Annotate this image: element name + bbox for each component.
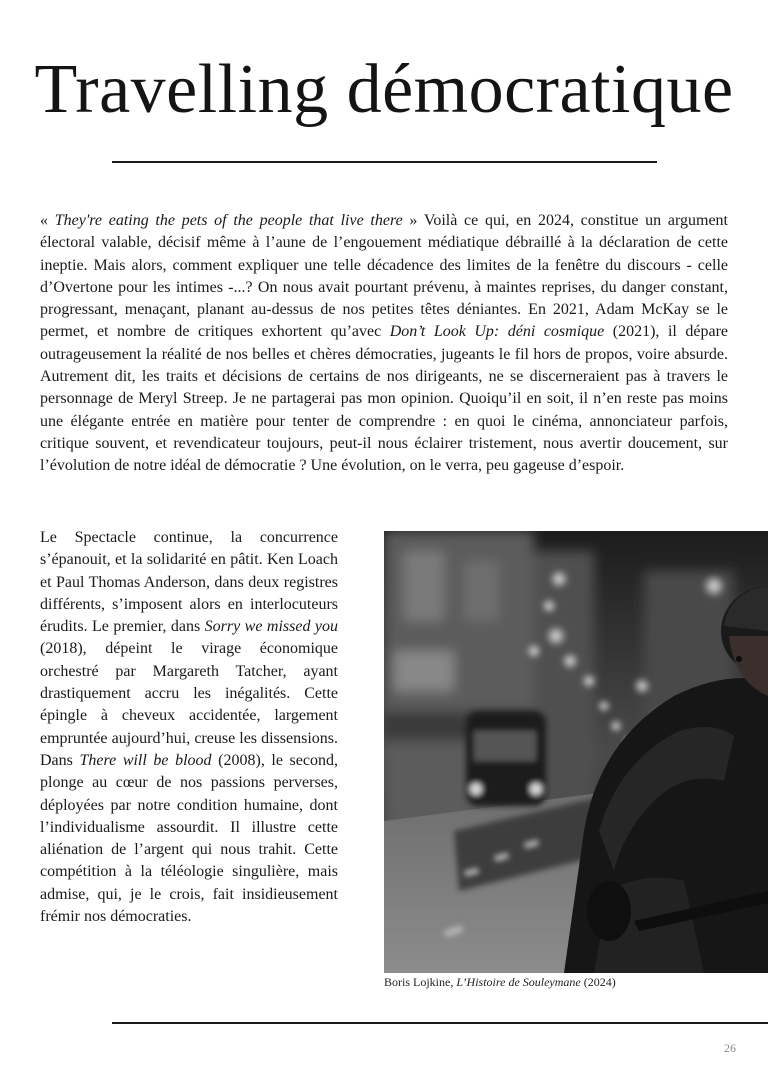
film-still-illustration (384, 531, 768, 973)
footer-divider (112, 1022, 768, 1024)
quote-open-mark: « (40, 212, 55, 229)
article-title: Travelling démocratique (34, 51, 734, 128)
column-text-1: Le Spectacle continue, la concurrence s’épanouit, et la solidarité en pâtit. Ken Loach et Paul Thomas Anderson, dans deux registres différents, s’imposent alors en interlocuteurs érudits. Le premier, dans (40, 529, 338, 636)
film-still-photo (384, 531, 768, 973)
intro-film-title: Don’t Look Up: déni cosmique (389, 323, 605, 341)
intro-text-1: » Voilà ce qui, en 2024, constitue un argument électoral valable, décisif même à l’aune de l’engouement médiatique débraillé à la déclaration de cette ineptie. Mais alors, comment expliquer une telle décadence des limites de la fenêtre du discours - celle d’Overtone pour les intimes -...? On nous avait pourtant prévenu, à maintes reprises, du danger constant, progressant, menaçant, planant au-dessus de nos petites têtes déniantes. En 2021, Adam McKay se le permet, et nombre de critiques exhortent qu’avec (40, 212, 729, 341)
intro-text-2: (2021), il dépare outrageusement la réalité de nos belles et chères démocraties, jugeants le fil hors de propos, voire absurde. Autrement dit, les traits et décisions de certains de nos dirigeants, ne se discerneraient pas à travers le personnage de Meryl Streep. Je ne partagerai pas mon opinion. Quoiqu’il en soit, il n’en reste pas moins une élégante entrée en matière pour tenter de comprendre : en quoi le cinéma, annonciateur parfois, critique souvent, et revendicateur toujours, peut-il nous éclairer tristement, nous avertir doucement, sur l’évolution de notre idéal de démocratie ? Une évolution, on le verra, peu gageuse d’espoir. (40, 323, 728, 475)
intro-quote: They're eating the pets of the people that live there (54, 212, 403, 229)
title-divider (112, 161, 657, 163)
column-text-2: (2018), dépeint le virage économique orchestré par Margareth Tatcher, ayant drastiquement accru les inégalités. Cette épingle à cheveux accidentée, largement empruntée aujourd’hui, creuse les dissensions. Dans (40, 640, 338, 769)
intro-paragraph (40, 210, 728, 478)
caption-author: Boris Lojkine, (384, 975, 457, 989)
column-paragraph (40, 527, 338, 928)
photo-caption (384, 975, 768, 990)
column-text-3: (2008), le second, plonge au cœur de nos passions perverses, déployées par notre condition humaine, dont l’individualisme assourdit. Il illustre cette aliénation de l’argent qui nous trahit. Cette compétition à la téléologie singulière, mais admise, qui, je le crois, fait insidieusement frémir nos démocraties. (40, 751, 338, 926)
column-film-title-2: There will be blood (79, 751, 212, 769)
caption-film-title: L’Histoire de Souleymane (456, 975, 581, 989)
page-number: 26 (724, 1041, 736, 1055)
column-film-title-1: Sorry we missed you (204, 618, 339, 636)
caption-year: (2024) (580, 975, 616, 989)
